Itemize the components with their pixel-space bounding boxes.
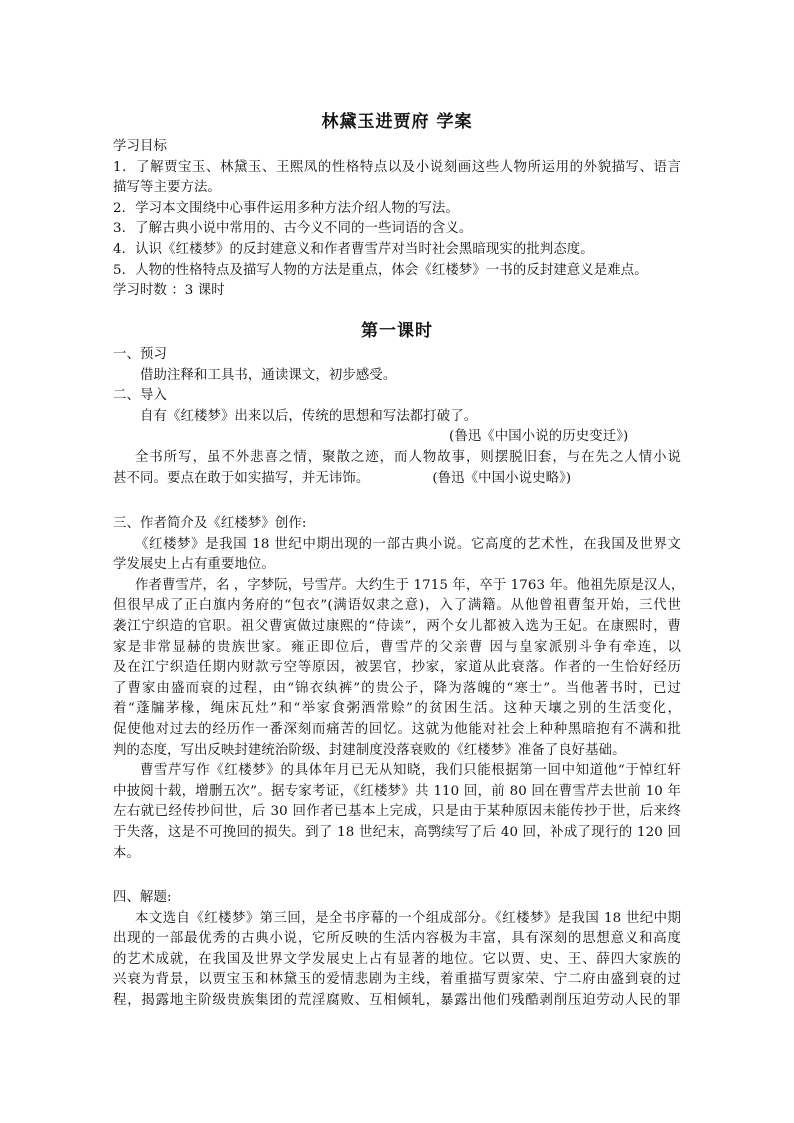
paragraph-line: 判的态度，写出反映封建统治阶级、封建制度没落衰败的《红楼梦》准备了良好基础。 — [113, 742, 626, 758]
preview-body: 借助注释和工具书，通读课文，初步感受。 — [140, 367, 397, 383]
lesson-title: 第一课时 — [361, 321, 433, 341]
paragraph-line: 中披阅十载，增删五次”。据专家考证，《红楼梦》共 110 回，前 80 回在曹雪芹去世前 10 年 — [113, 783, 681, 799]
paragraph-line: 出现的一部最优秀的古典小说，它所反映的生活内容极为丰富，具有深刻的思想意义和高度 — [113, 931, 681, 947]
paragraph-line: 于失落，这是不可挽回的损失。到了 18 世纪末，高鹗续写了后 40 回，补成了现行的 120 回 — [113, 824, 681, 840]
paragraph-line: 袭江宁织造的官职。祖父曹寅做过康熙的“侍读”，两个女儿都被入选为王妃。在康熙时，曹 — [113, 618, 681, 634]
objective-item: 3．了解古典小说中常用的、古今义不同的一些词语的含义。 — [113, 221, 473, 237]
paragraph-line: 《红楼梦》是我国 18 世纪中期出现的一部古典小说。它高度的艺术性，在我国及世界文 — [135, 536, 681, 552]
author-section — [113, 514, 685, 864]
paragraph-line: 本文选自《红楼梦》第三回，是全书序幕的一个组成部分。《红楼梦》是我国 18 世纪中期 — [135, 910, 681, 926]
section-heading: 三、作者简介及《红楼梦》创作: — [113, 516, 307, 531]
paragraph-line: 曹雪芹写作《红楼梦》的具体年月已无从知晓，我们只能根据第一回中知道他“于悼红轩 — [140, 763, 681, 779]
objective-item: 描写等主要方法。 — [113, 180, 221, 196]
title-analysis-section — [113, 888, 681, 1012]
paragraph-line: 着“蓬牖茅椽，绳床瓦灶”和“举家食粥酒常赊”的贫困生活。这种天壤之别的生活变化， — [113, 701, 681, 717]
paragraph-line: 促使他对过去的经历作一番深刻而痛苦的回忆。这就为他能对社会上种种黑暗抱有不满和批 — [113, 721, 681, 737]
section-heading: 四、解题: — [113, 890, 172, 905]
section-heading: 二、导入 — [113, 388, 167, 404]
paragraph-line: 的艺术成就，在我国及世界文学发展史上占有显著的地位。它以贾、史、王、薛四大家族的 — [113, 951, 681, 967]
paragraph-line: 学发展史上占有重要地位。 — [113, 557, 275, 573]
objective-item: 1．了解贾宝玉、林黛玉、王熙凤的性格特点以及小说刻画这些人物所运用的外貌描写、语言 — [113, 159, 681, 175]
objectives-heading: 学习目标 — [113, 139, 167, 154]
objective-item: 2．学习本文围绕中心事件运用多种方法介绍人物的写法。 — [113, 200, 459, 216]
paragraph-line: 程，揭露地主阶级贵族集团的荒淫腐败、互相倾轧，暴露出他们残酷剥削压迫劳动人民的罪 — [113, 992, 681, 1008]
paragraph-line: 兴衰为背景，以贾宝玉和林黛玉的爱情悲剧为主线，着重描写贾家荣、宁二府由盛到衰的过 — [113, 972, 681, 988]
intro-quote: 全书所写，虽不外悲喜之情，聚散之迹，而人物故事，则摆脱旧套，与在先之人情小说 — [135, 449, 681, 465]
paragraph-line: 及在江宁织造任期内财款亏空等原因，被罢官，抄家，家道从此衰落。作者的一生恰好经历 — [113, 660, 681, 676]
objectives-section — [113, 137, 681, 302]
objective-item: 4．认识《红楼梦》的反封建意义和作者曹雪芹对当时社会黑暗现实的批判态度。 — [113, 241, 594, 257]
paragraph-line: 本。 — [113, 845, 140, 861]
preview-section — [113, 345, 681, 489]
paragraph-line: 家是非常显赫的贵族世家。雍正即位后，曹雪芹的父亲曹 因与皇家派别斗争有牵连，以 — [113, 639, 681, 655]
paragraph-line: 左右就已经传抄问世，后 30 回作者已基本上完成，只是由于某种原因未能传抄于世，后来终 — [113, 804, 681, 820]
document-title: 林黛玉进贾府 学案 — [321, 112, 473, 132]
objective-item: 5．人物的性格特点及描写人物的方法是重点，体会《红楼梦》一书的反封建意义是难点。 — [113, 262, 648, 278]
study-hours: 学习时数 ：3 课时 — [113, 283, 225, 299]
quote-source: (鲁迅《中国小说史略》) — [432, 470, 572, 486]
quote-source: (鲁迅《中国小说的历史变迁》) — [449, 429, 629, 445]
intro-quote: 自有《红楼梦》出来以后，传统的思想和写法都打破了。 — [140, 408, 478, 424]
paragraph-line: 但很早成了正白旗内务府的“包衣”(满语奴隶之意)，入了满籍。从他曾祖曹玺开始，三代世 — [113, 598, 681, 614]
paragraph-line: 作者曹雪芹，名 ，字梦阮，号雪芹。大约生于 1715 年，卒于 1763 年。他祖先原是汉人， — [135, 577, 685, 593]
intro-quote-text: 甚不同。要点在敢于如实描写，并无讳饰。 — [113, 470, 370, 486]
intro-quote-continued — [113, 469, 681, 490]
paragraph-line: 了曹家由盛而衰的过程，由“锦衣纨裤”的贵公子，降为落魄的“寒士”。当他著书时，已过 — [113, 680, 681, 696]
section-heading: 一、预习 — [113, 347, 167, 362]
